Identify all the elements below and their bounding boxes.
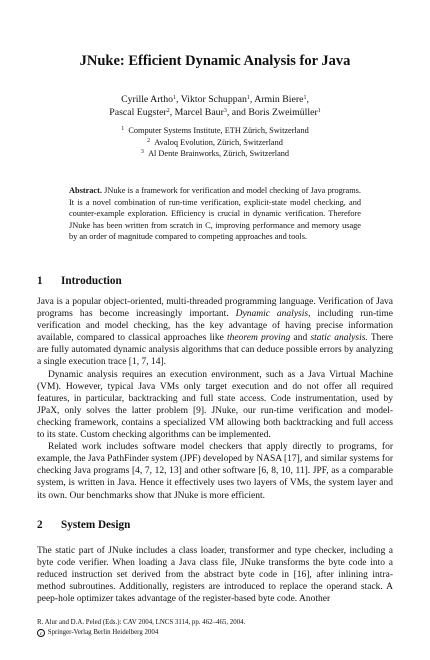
copyright-icon: c bbox=[37, 629, 45, 637]
affiliation: $^1$ Computer Systems Institute, ETH Zürich, Switzerland bbox=[121, 126, 309, 135]
page-footer bbox=[37, 618, 245, 638]
author: Viktor Schuppan$^1$, bbox=[180, 94, 255, 105]
paragraph: Java is a popular object-oriented, multi-threaded programming language. Verification of Java programs has become increasingly important. Dynamic analysis, including run-time verification and model checking, has the key advantage of having precise information available, compared to classical approaches like theorem proving and static analysis. There are fully automated dynamic analysis algorithms that can deduce possible errors by analyzing a single execution trace [1, 7, 14]. bbox=[37, 297, 393, 368]
citation-line: R. Alur and D.A. Peled (Eds.): CAV 2004, LNCS 3114, pp. 462–465, 2004. bbox=[37, 619, 246, 626]
abstract-label: Abstract. bbox=[69, 186, 102, 195]
author: Armin Biere$^1$, bbox=[254, 94, 309, 105]
author: Boris Zweimüller$^1$ bbox=[248, 107, 321, 118]
paragraph: The static part of JNuke includes a class loader, transformer and type checker, including a byte code verifier. When loading a Java class file, JNuke transforms the byte code into a reduced instruction set derived from the abstract byte code in [16], after inlining intra-method subroutines. Additionally, registers are introduced to replace the operand stack. A peep-hole optimizer takes advantage of the register-based byte code. Another bbox=[37, 546, 393, 605]
abstract-text: JNuke is a framework for verification and model checking of Java programs. It is a novel combination of run-time verification, explicit-state model checking, and counter-example exploration. Efficiency is crucial in dynamic verification. Therefore JNuke has been written from scratch in C, improving performance and memory usage by an order of magnitude compared to competing approaches and tools. bbox=[69, 186, 361, 242]
section-heading-system-design: 2 System Design bbox=[37, 519, 131, 531]
paper-title: JNuke: Efficient Dynamic Analysis for Java bbox=[79, 53, 351, 69]
affiliation: $^2$ Avaloq Evolution, Zürich, Switzerland bbox=[147, 137, 283, 147]
section-heading-introduction: 1 Introduction bbox=[37, 275, 122, 287]
section-body-introduction bbox=[37, 296, 393, 502]
author-list bbox=[0, 93, 430, 119]
author: Cyrille Artho$^1$, bbox=[121, 94, 181, 105]
paragraph: Dynamic analysis requires an execution environment, such as a Java Virtual Machine (VM). However, typical Java VMs only target execution and do not offer all required features, in particular, backtracking and full state access. Code instrumentation, used by JPaX, only solves the latter problem [9]. JNuke, our run-time verification and model-checking framework, contains a specialized VM allowing both backtracking and full access to its state. Custom checking algorithms can be implemented. bbox=[37, 369, 393, 441]
affiliation-list bbox=[0, 125, 430, 160]
paragraph: Related work includes software model checkers that apply directly to programs, for example, the Java PathFinder system (JPF) developed by NASA [17], and similar systems for checking Java programs [4, 7, 12, 13] and other software [6, 8, 10, 11]. JPF, as a comparable system, is written in Java. Hence it effectively uses two layers of VMs, the system layer and its own. Our benchmarks show that JNuke is more efficient. bbox=[37, 442, 393, 501]
abstract bbox=[69, 185, 361, 243]
section-body-system-design bbox=[37, 545, 393, 605]
author: Marcel Baur$^3$, and bbox=[174, 107, 249, 118]
affiliation: $^3$ Al Dente Brainworks, Zürich, Switzerland bbox=[140, 149, 290, 158]
copyright-line: c Springer-Verlag Berlin Heidelberg 2004 bbox=[37, 628, 245, 638]
author: Pascal Eugster$^2$, bbox=[109, 107, 175, 118]
